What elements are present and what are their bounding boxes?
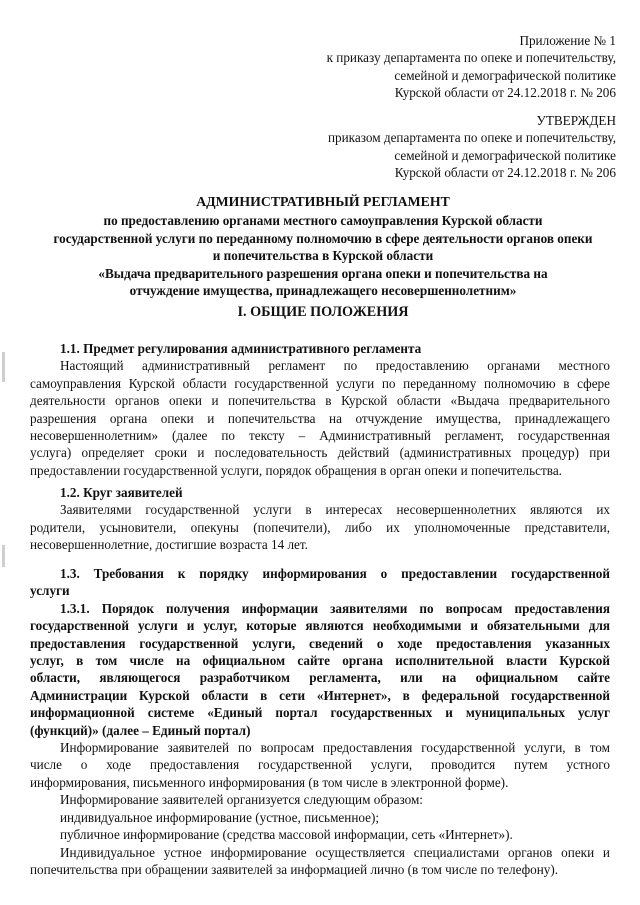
paragraph-line: родители, усыновители, опекуны (попечители), либо их уполномоченные представители, bbox=[30, 519, 610, 535]
approved-line: приказом департамента по опеке и попечительству, bbox=[327, 130, 616, 146]
subsection-heading: 1.3. Требования к порядку информирования о предоставлении государственной bbox=[60, 566, 610, 581]
subsection-heading: 1.2. Круг заявителей bbox=[60, 485, 183, 500]
paragraph-line: Информирование заявителей по вопросам предоставления государственной услуги, в том bbox=[60, 740, 610, 756]
paragraph-line: информирования, письменного информирования (в том числе в электронной форме). bbox=[30, 774, 509, 790]
document-title bbox=[28, 193, 618, 299]
title-line: отчуждение имущества, принадлежащего несовершеннолетним» bbox=[129, 283, 517, 299]
scan-margin-mark bbox=[2, 352, 5, 382]
approved-line: семейной и демографической политике bbox=[394, 147, 616, 163]
paragraph-line: Заявителями государственной услуги в интересах несовершеннолетних являются их bbox=[60, 502, 610, 518]
sub-subsection-heading: предоставления государственной услуги, сведений о ходе предоставления указанных bbox=[30, 635, 610, 651]
appendix-block bbox=[327, 32, 616, 102]
paragraph-line: разрешения органа опеки и попечительства на отчуждение имущества, принадлежащего bbox=[30, 410, 610, 426]
sub-subsection-heading: области, являющегося разработчиком регламента, или на официальном сайте bbox=[30, 670, 610, 686]
subsection-heading: услуги bbox=[30, 583, 70, 599]
paragraph-line: самоуправления Курской области государственной услуги по переданному полномочию в сфере bbox=[30, 375, 610, 391]
title-main: АДМИНИСТРАТИВНЫЙ РЕГЛАМЕНТ bbox=[196, 194, 450, 209]
list-item: публичное информирование (средства массовой информации, сеть «Интернет»). bbox=[60, 827, 513, 843]
paragraph-line: Настоящий административный регламент по предоставлению органами местного bbox=[60, 358, 610, 374]
approved-line: УТВЕРЖДЕН bbox=[536, 113, 616, 128]
title-line: государственной услуги по переданному полномочию в сфере деятельности органов опеки bbox=[53, 230, 593, 246]
title-line: и попечительства в Курской области bbox=[212, 248, 434, 264]
paragraph-line: несовершеннолетним» (далее по тексту – Административный регламент, государственная bbox=[30, 428, 610, 444]
paragraph-line: Индивидуальное устное информирование осуществляется специалистами органов опеки и bbox=[60, 844, 610, 860]
approved-line: Курской области от 24.12.2018 г. № 206 bbox=[394, 165, 616, 181]
sub-subsection-heading: государственной услуги и услуг, которые являются необходимыми и обязательными для bbox=[30, 618, 610, 634]
sub-subsection-heading: (функций)» (далее – Единый портал) bbox=[30, 722, 251, 738]
list-item: индивидуальное информирование (устное, письменное); bbox=[60, 809, 380, 825]
subsection-heading: 1.1. Предмет регулирования административного регламента bbox=[60, 341, 422, 356]
approved-block bbox=[328, 112, 616, 182]
section-1-3 bbox=[30, 565, 610, 878]
appendix-line: семейной и демографической политике bbox=[394, 67, 616, 83]
paragraph-line: несовершеннолетние, достигшие возраста 14 лет. bbox=[30, 537, 308, 553]
sub-subsection-heading: 1.3.1. Порядок получения информации заявителями по вопросам предоставления bbox=[60, 600, 610, 616]
sub-subsection-heading: услуг, в том числе на официальном сайте органа исполнительной власти Курской bbox=[30, 653, 610, 669]
sub-subsection-heading: Администрации Курской области в сети «Интернет», в федеральной государственной bbox=[30, 687, 610, 703]
paragraph-line: предоставлении государственной услуги, порядок обращения в орган опеки и попечительства. bbox=[30, 462, 562, 478]
sub-subsection-heading: информационной системе «Единый портал государственных и муниципальных услуг bbox=[30, 705, 610, 721]
scan-margin-mark bbox=[2, 545, 5, 567]
paragraph-line: услуга) определяет сроки и последовательность действий (административных процедур) при bbox=[30, 445, 610, 461]
section-1-1 bbox=[30, 340, 610, 479]
appendix-line: к приказу департамента по опеке и попечительству, bbox=[326, 50, 616, 66]
paragraph-line: числе о ходе предоставления государственной услуги, проводится путем устного bbox=[30, 757, 610, 773]
section-1-2 bbox=[30, 484, 610, 554]
paragraph-line: деятельности органов опеки и попечительства в Курской области «Выдача предварительного bbox=[30, 393, 610, 409]
paragraph-line: попечительства при обращении заявителей за информацией лично (в том числе по телефону). bbox=[30, 861, 559, 877]
title-line: по предоставлению органами местного самоуправления Курской области bbox=[103, 213, 543, 229]
appendix-line: Приложение № 1 bbox=[519, 33, 616, 48]
title-line: «Выдача предварительного разрешения органа опеки и попечительства на bbox=[98, 265, 548, 281]
section-heading: I. ОБЩИЕ ПОЛОЖЕНИЯ bbox=[237, 304, 409, 320]
appendix-line: Курской области от 24.12.2018 г. № 206 bbox=[394, 85, 616, 101]
paragraph-line: Информирование заявителей организуется следующим образом: bbox=[60, 792, 423, 808]
